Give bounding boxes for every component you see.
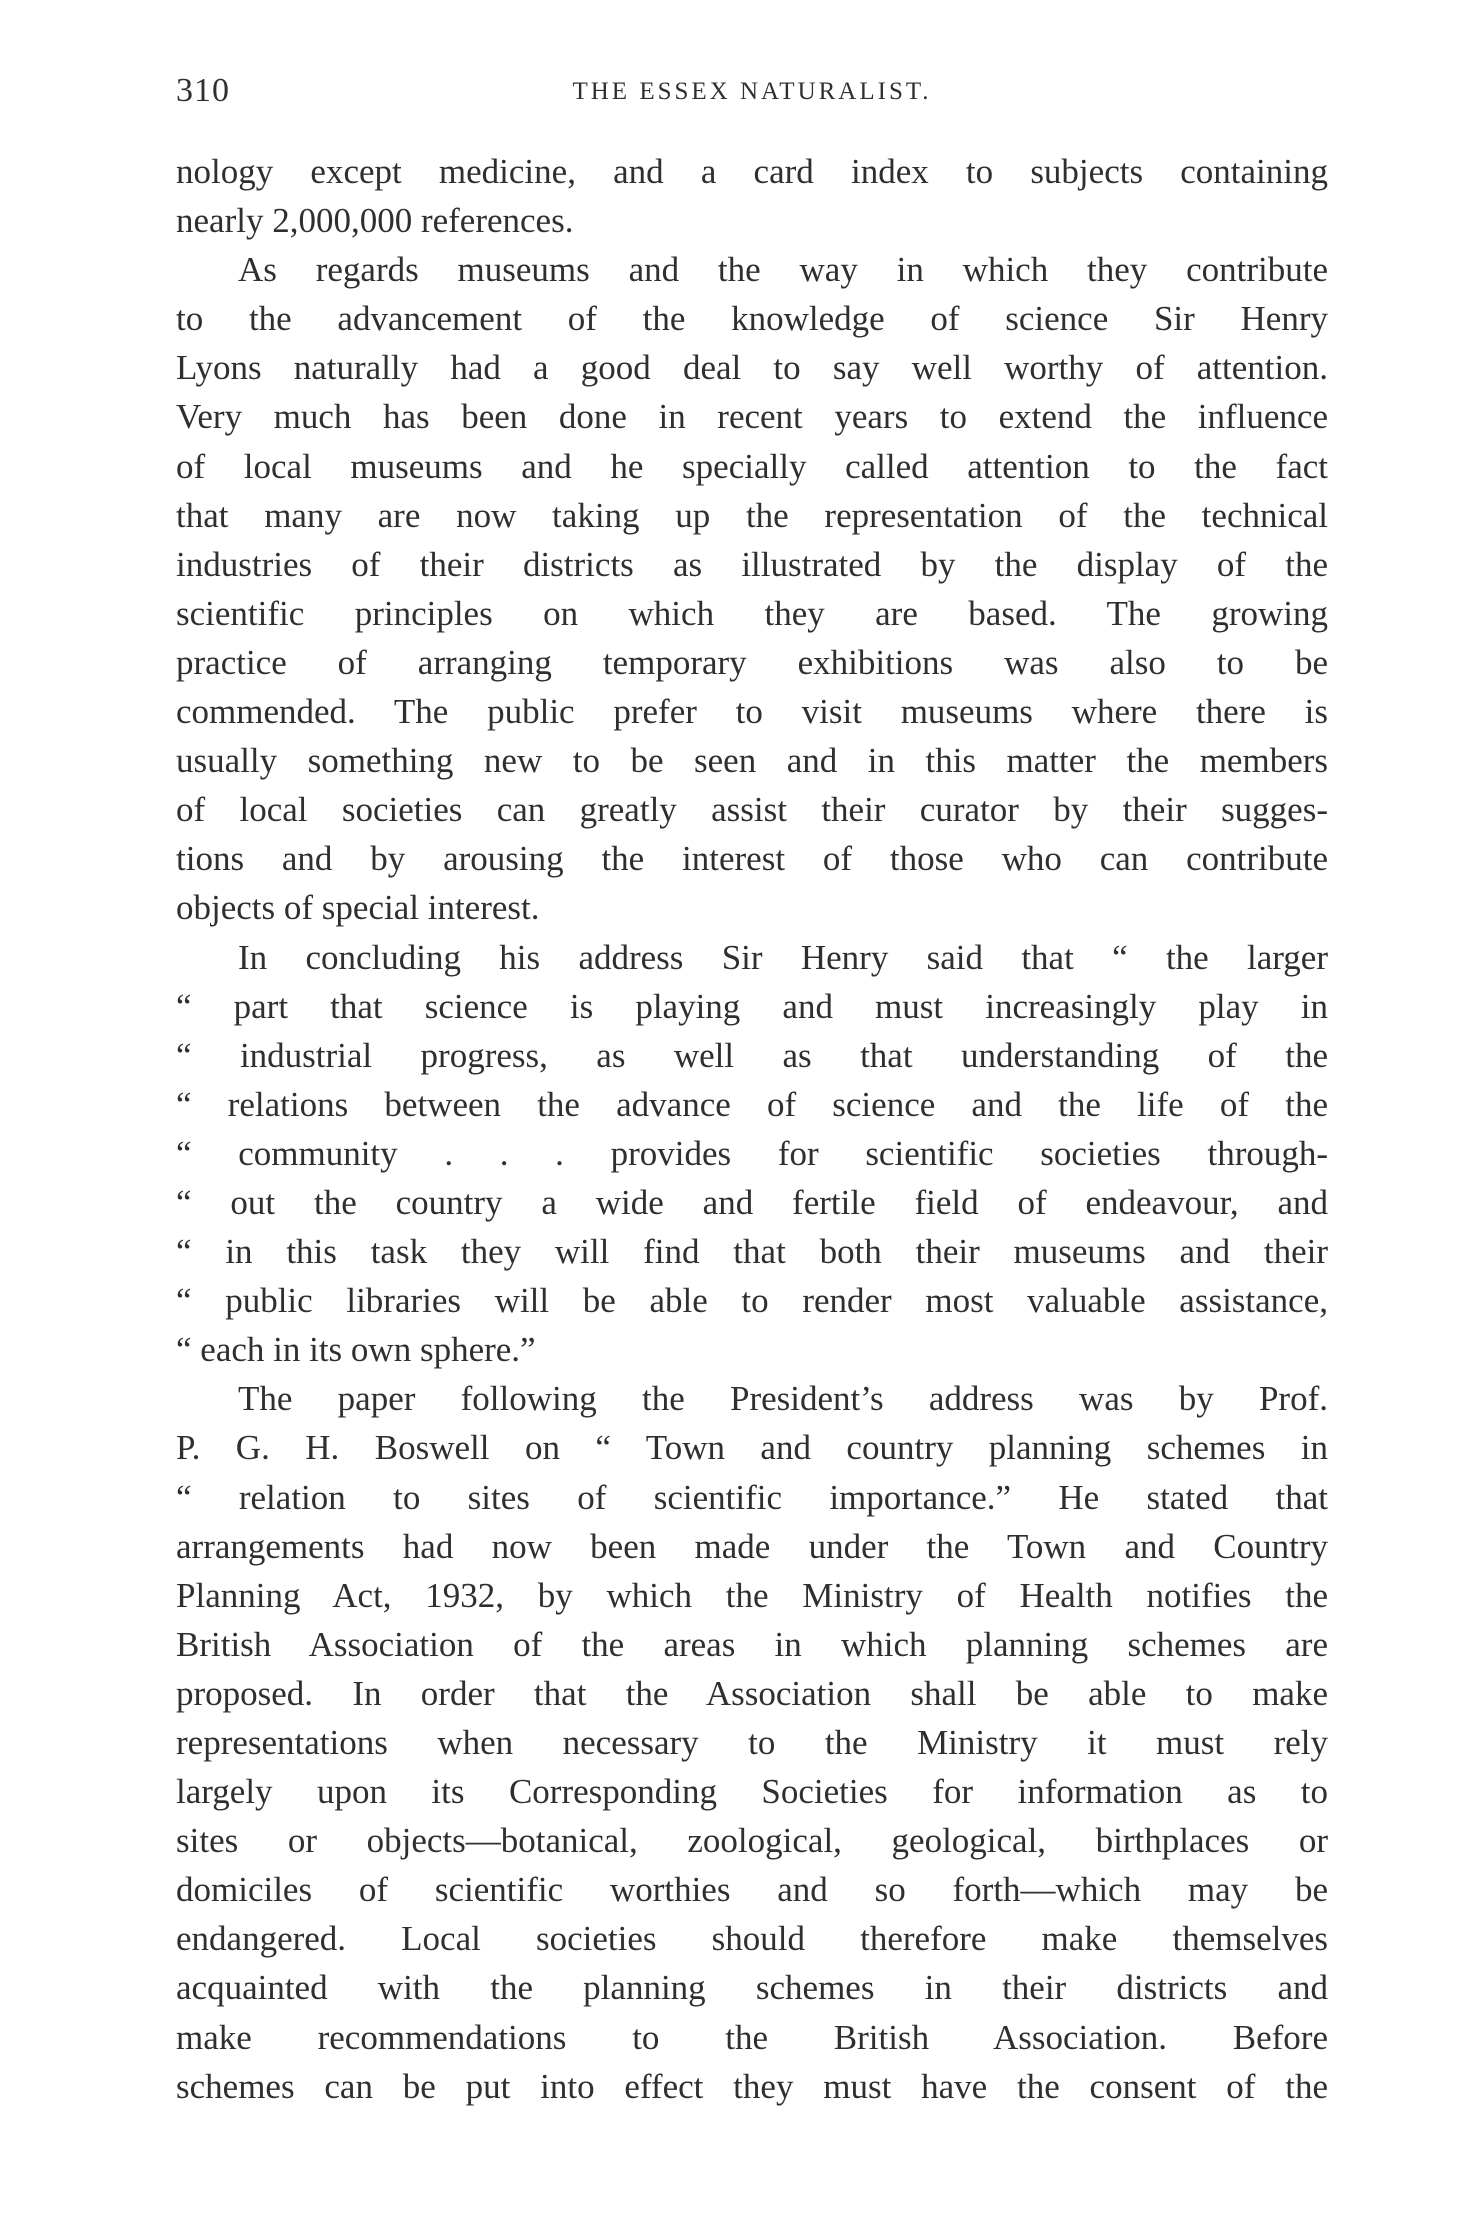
text-line: largely upon its Corresponding Societies for information as to [176, 1772, 1328, 1812]
text-line: of local societies can greatly assist their curator by their sugges- [176, 790, 1328, 830]
text-line: representations when necessary to the Ministry it must rely [176, 1723, 1328, 1762]
running-head [176, 72, 1328, 116]
text-line: commended. The public prefer to visit museums where there is [176, 692, 1328, 732]
text-line: make recommendations to the British Association. Before [176, 2017, 1328, 2057]
text-line: In concluding his address Sir Henry said that “ the larger [238, 937, 1328, 977]
running-title: THE ESSEX NATURALIST. [572, 78, 932, 105]
text-line: “ community . . . provides for scientific societies through- [176, 1133, 1328, 1173]
text-line: “ relation to sites of scientific importance.” He stated that [176, 1477, 1328, 1517]
text-line: “ public libraries will be able to render most valuable assistance, [176, 1281, 1328, 1321]
text-line: “ in this task they will find that both their museums and their [176, 1232, 1328, 1272]
text-line: that many are now taking up the representation of the technical [176, 495, 1328, 535]
page-number: 310 [176, 72, 230, 109]
text-line: practice of arranging temporary exhibitions was also to be [176, 642, 1328, 682]
text-line: to the advancement of the knowledge of science Sir Henry [176, 299, 1328, 339]
text-line: arrangements had now been made under the Town and Country [176, 1526, 1328, 1566]
text-line: usually something new to be seen and in this matter the members [176, 741, 1328, 781]
text-line: scientific principles on which they are based. The growing [176, 593, 1328, 633]
text-line: “ industrial progress, as well as that understanding of the [176, 1035, 1328, 1075]
text-line: The paper following the President’s address was by Prof. [238, 1379, 1328, 1419]
text-line: endangered. Local societies should therefore make themselves [176, 1919, 1328, 1959]
text-line: Lyons naturally had a good deal to say well worthy of attention. [176, 348, 1328, 388]
text-line: As regards museums and the way in which they contribute [238, 250, 1328, 290]
text-line: Planning Act, 1932, by which the Ministry of Health notifies the [176, 1575, 1328, 1615]
text-line: “ part that science is playing and must increasingly play in [176, 986, 1328, 1026]
text-line: domiciles of scientific worthies and so forth—which may be [176, 1870, 1328, 1910]
text-line: schemes can be put into effect they must have the consent of the [176, 2066, 1328, 2106]
text-line: P. G. H. Boswell on “ Town and country planning schemes in [176, 1428, 1328, 1468]
text-line: acquainted with the planning schemes in their districts and [176, 1968, 1328, 2008]
text-line: sites or objects—botanical, zoological, geological, birthplaces or [176, 1821, 1328, 1861]
text-line: “ out the country a wide and fertile field of endeavour, and [176, 1182, 1328, 1222]
text-line: Very much has been done in recent years to extend the influence [176, 397, 1328, 437]
text-line: “ relations between the advance of science and the life of the [176, 1084, 1328, 1124]
text-line: “ each in its own sphere.” [176, 1330, 536, 1370]
text-line: nearly 2,000,000 references. [176, 201, 574, 241]
text-line: objects of special interest. [176, 888, 540, 928]
text-line: nology except medicine, and a card index to subjects containing [176, 152, 1328, 191]
text-line: proposed. In order that the Association shall be able to make [176, 1673, 1328, 1713]
body-text [176, 147, 1328, 2111]
text-line: British Association of the areas in which planning schemes are [176, 1624, 1328, 1664]
text-line: of local museums and he specially called attention to the fact [176, 446, 1328, 486]
text-line: tions and by arousing the interest of those who can contribute [176, 839, 1328, 879]
text-line: industries of their districts as illustrated by the display of the [176, 544, 1328, 584]
